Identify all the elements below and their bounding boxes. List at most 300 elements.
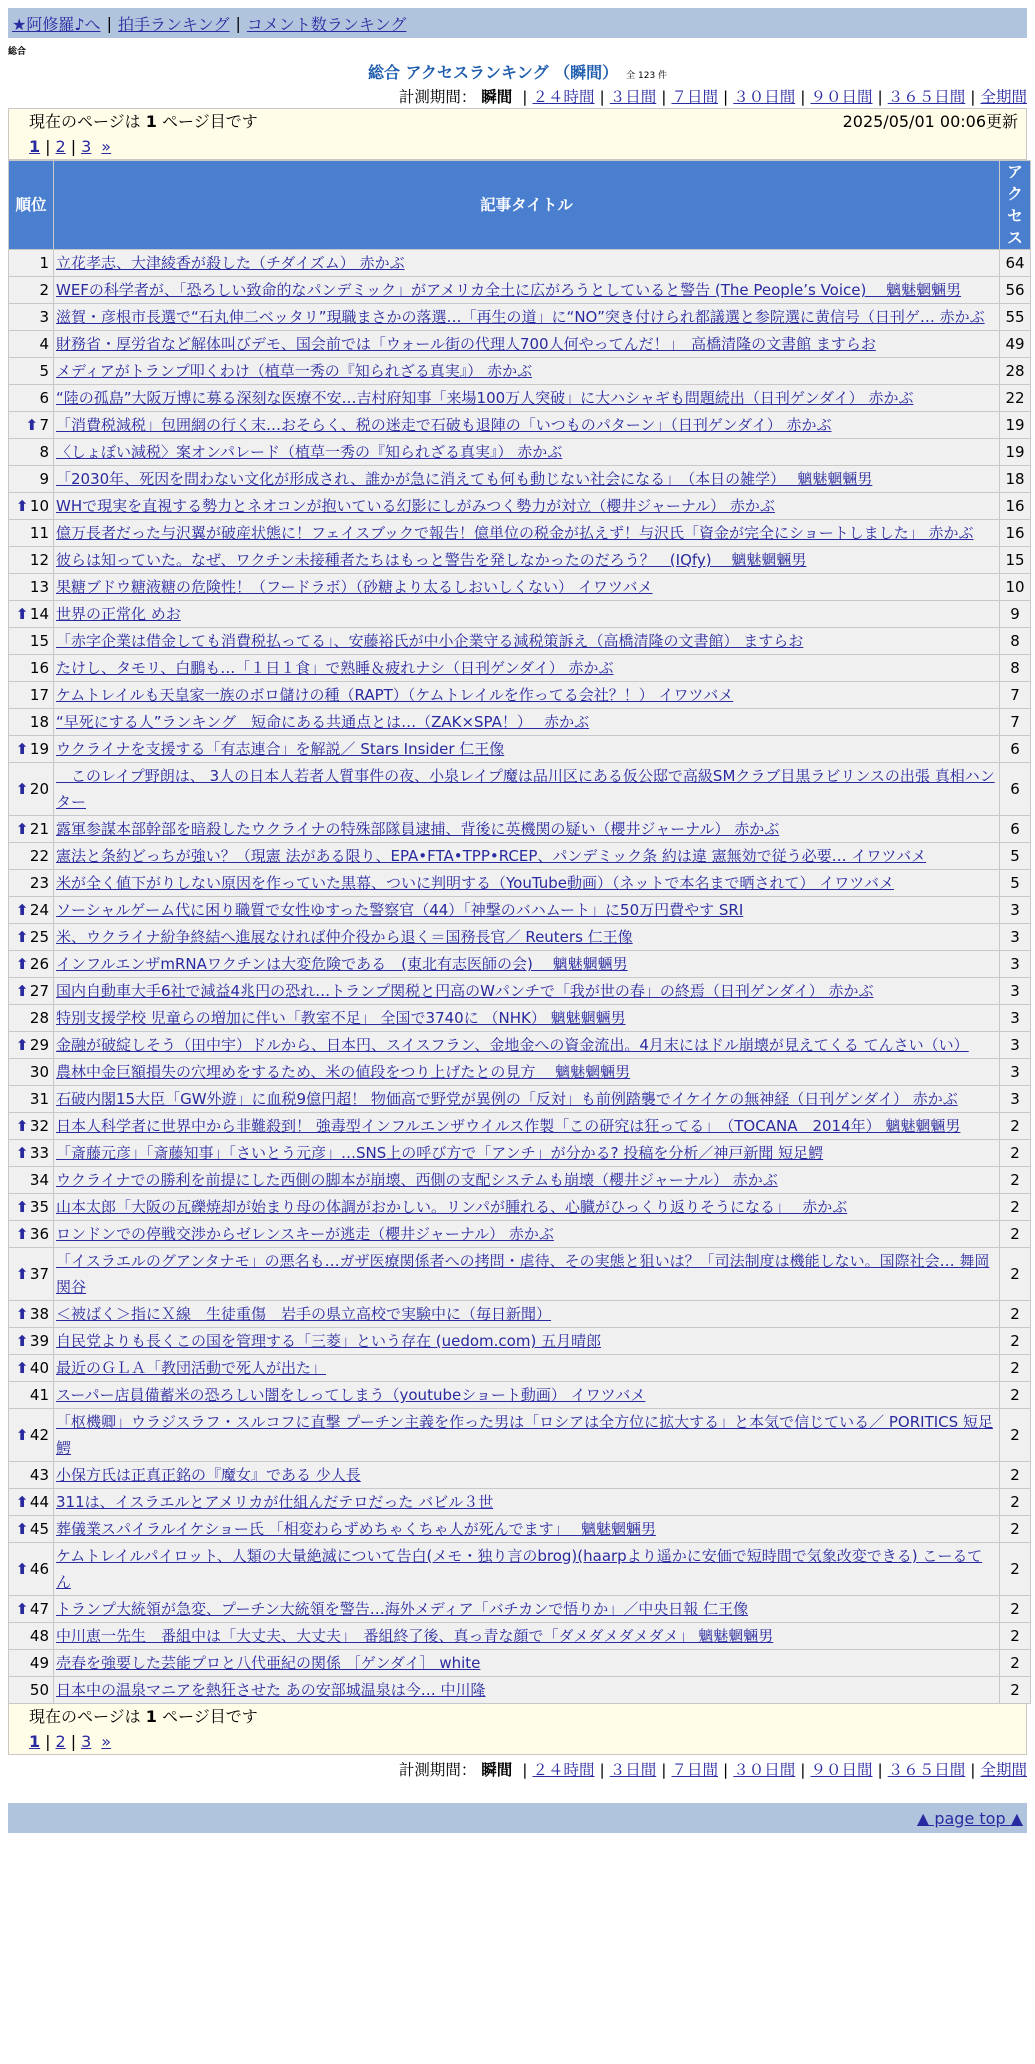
table-row: [9, 1543, 1030, 1595]
article-link[interactable]: WEFの科学者が、「恐ろしい致命的なパンデミック」がアメリカ全土に広がろうとしていると警告 (The People’s Voice) 魑魅魍魎男: [56, 281, 962, 299]
period-link[interactable]: ３日間: [609, 1761, 657, 1779]
article-link[interactable]: 立花孝志、大津綾香が殺した（チダイズム） 赤かぶ: [56, 254, 405, 272]
arrow-up-icon: ⬆: [15, 928, 29, 946]
article-link[interactable]: 売春を強要した芸能プロと八代亜紀の関係 ［ゲンダイ］ white: [56, 1654, 481, 1672]
rank-cell: [9, 843, 53, 869]
access-count: 3: [1000, 924, 1030, 950]
access-count: 2: [1000, 1221, 1030, 1247]
title-cell: [54, 1248, 999, 1300]
table-row: [9, 763, 1030, 815]
table-row: [9, 1650, 1030, 1676]
table-row: [9, 978, 1030, 1004]
rank-number: 36: [29, 1225, 49, 1243]
access-count: 16: [1000, 520, 1030, 546]
rank-number: 38: [29, 1305, 49, 1323]
table-row: [9, 924, 1030, 950]
rank-cell: [9, 1650, 53, 1676]
period-link[interactable]: ３６５日間: [887, 1761, 966, 1779]
period-separator: |: [522, 1761, 528, 1779]
rank-cell: [9, 709, 53, 735]
rank-number: 22: [29, 847, 49, 865]
rank-cell: [9, 1328, 53, 1354]
title-cell: [54, 304, 999, 330]
page-info-bottom: [8, 1704, 1027, 1755]
period-label: 計測期間：: [398, 88, 477, 106]
article-link[interactable]: 国内自動車大手6社で減益4兆円の恐れ…トランプ関税と円高のWパンチで「我が世の春」の終焉（日刊ゲンダイ） 赤かぶ: [56, 982, 874, 1000]
rank-cell: [9, 628, 53, 654]
title-cell: [54, 412, 999, 438]
period-separator: |: [723, 1761, 729, 1779]
rank-cell: [9, 1167, 53, 1193]
arrow-up-icon: ⬆: [15, 1359, 29, 1377]
home-link[interactable]: ★阿修羅♪へ: [12, 14, 101, 34]
access-count: 2: [1000, 1489, 1030, 1515]
title-cell: [54, 1355, 999, 1381]
pager-separator: |: [70, 137, 77, 156]
table-row: [9, 439, 1030, 465]
title-cell: [54, 682, 999, 708]
category-label: 総合: [8, 47, 27, 57]
rank-number: 17: [29, 686, 49, 704]
article-link[interactable]: 憲法と条約どっちが強い？（現憲 法がある限り、EPA•FTA•TPP•RCEP、パンデミック条 約は違 憲無効で従う必要… イワツバメ: [56, 847, 927, 865]
article-link[interactable]: ロンドンでの停戦交渉からゼレンスキーが逃走（櫻井ジャーナル） 赤かぶ: [56, 1225, 554, 1243]
rank-cell: [9, 385, 53, 411]
comment-ranking-link[interactable]: コメント数ランキング: [246, 14, 407, 34]
arrow-up-icon: ⬆: [15, 1493, 29, 1511]
pager-separator: |: [45, 137, 51, 156]
rank-number: 1: [39, 254, 49, 272]
article-link[interactable]: “早死にする人”ランキング 短命にある共通点とは…（ZAK×SPA！） 赤かぶ: [56, 713, 590, 731]
arrow-up-icon: ⬆: [15, 1426, 29, 1444]
page-link[interactable]: 2: [55, 1732, 66, 1751]
article-link[interactable]: インフルエンザmRNAワクチンは大変危険である (東北有志医師の会) 魑魅魍魎男: [56, 955, 628, 973]
title-cell: [54, 1005, 999, 1031]
rank-cell: [9, 951, 53, 977]
table-row: [9, 897, 1030, 923]
period-link[interactable]: 全期間: [980, 1761, 1027, 1779]
article-link[interactable]: スーパー店員備蓄米の恐ろしい闇をしってしまう（youtubeショート動画） イワツバメ: [56, 1386, 646, 1404]
article-link[interactable]: ウクライナを支援する「有志連合」を解説／ Stars Insider 仁王像: [56, 740, 505, 758]
table-row: [9, 870, 1030, 896]
arrow-up-icon: ⬆: [15, 1265, 29, 1283]
table-row: [9, 1086, 1030, 1112]
access-count: 22: [1000, 385, 1030, 411]
article-link[interactable]: 特別支援学校 児童らの増加に伴い「教室不足」 全国で3740に （NHK） 魑魅魍魎男: [56, 1009, 626, 1027]
current-page-text: 現在のページは 1 ページ目です: [29, 1707, 258, 1726]
pager-separator: |: [45, 1732, 51, 1751]
page-link[interactable]: 2: [55, 137, 66, 156]
rank-cell: [9, 1489, 53, 1515]
article-link[interactable]: 金融が破綻しそう（田中宇）ドルから、日本円、スイスフラン、金地金への資金流出。4月末にはドル崩壊が見えてくる てんさい（い）: [56, 1036, 969, 1054]
header-access: アクセス: [1000, 161, 1030, 249]
period-separator: |: [522, 88, 528, 106]
arrow-up-icon: ⬆: [15, 1117, 29, 1135]
access-count: 2: [1000, 1328, 1030, 1354]
arrow-up-icon: ⬆: [15, 901, 29, 919]
period-link[interactable]: ２４時間: [532, 1761, 595, 1779]
rank-cell: [9, 277, 53, 303]
article-link[interactable]: 「枢機卿」ウラジスラフ・スルコフに直撃 プーチン主義を作った男は「ロシアは全方位に拡大する」と本気で信じている／ PORITICS 短足鰐: [56, 1413, 993, 1457]
table-row: [9, 1382, 1030, 1408]
table-row: [9, 466, 1030, 492]
access-count: 8: [1000, 628, 1030, 654]
title-cell: [54, 574, 999, 600]
rank-cell: [9, 1005, 53, 1031]
header-title: 記事タイトル: [54, 161, 999, 249]
rank-number: 2: [39, 281, 49, 299]
page-top-link[interactable]: ▲ page top ▲: [916, 1808, 1023, 1828]
rank-number: 4: [39, 335, 49, 353]
article-link[interactable]: 財務省・厚労省など解体叫びデモ、国会前では「ウォール街の代理人700人何やってんだ！」 高橋清隆の文書館 ますらお: [56, 335, 876, 353]
table-row: [9, 1596, 1030, 1622]
article-link[interactable]: 滋賀・彦根市長選で“石丸伸二ベッタリ”現職まさかの落選…「再生の道」に“NO”突き付けられ都議選と参院選に黄信号（日刊ゲ… 赤かぶ: [56, 308, 985, 326]
rank-number: 8: [39, 443, 49, 461]
rank-cell: [9, 331, 53, 357]
article-link[interactable]: 中川恵一先生 番組中は「大丈夫、大丈夫」 番組終了後、真っ青な顔で「ダメダメダメダメ」 魑魅魍魎男: [56, 1627, 774, 1645]
article-link[interactable]: 日本人科学者に世界中から非難殺到！ 強毒型インフルエンザウイルス作製「この研究は狂ってる」 （TOCANA 2014年） 魑魅魍魎男: [56, 1117, 961, 1135]
article-link[interactable]: 自民党よりも長くこの国を管理する「三菱」という存在 (uedom.com) 五月晴郎: [56, 1332, 602, 1350]
rank-cell: [9, 1516, 53, 1542]
access-count: 2: [1000, 1650, 1030, 1676]
article-link[interactable]: 「イスラエルのグアンタナモ」の悪名も…ガザ医療関係者への拷問・虐待、その実態と狙いは？「司法制度は機能しない。国際社会… 舞岡関谷: [56, 1252, 990, 1296]
table-row: [9, 304, 1030, 330]
rank-cell: [9, 1059, 53, 1085]
title-cell: [54, 1650, 999, 1676]
rank-number: 16: [29, 659, 49, 677]
rank-number: 34: [29, 1171, 49, 1189]
access-count: 7: [1000, 709, 1030, 735]
access-count: 10: [1000, 574, 1030, 600]
rank-cell: [9, 574, 53, 600]
rank-number: 43: [29, 1466, 49, 1484]
next-page-link[interactable]: »: [101, 137, 112, 156]
article-link[interactable]: WHで現実を直視する勢力とネオコンが抱いている幻影にしがみつく勢力が対立（櫻井ジャーナル） 赤かぶ: [56, 497, 775, 515]
rank-cell: [9, 547, 53, 573]
rank-number: 25: [29, 928, 49, 946]
title-cell: [54, 816, 999, 842]
title-cell: [54, 843, 999, 869]
title-cell: [54, 520, 999, 546]
rank-cell: [9, 978, 53, 1004]
title-cell: [54, 1032, 999, 1058]
rank-number: 31: [29, 1090, 49, 1108]
table-row: [9, 358, 1030, 384]
rank-cell: [9, 520, 53, 546]
article-link[interactable]: 農林中金巨額損失の穴埋めをするため、米の値段をつり上げたとの見方 魑魅魍魎男: [56, 1063, 631, 1081]
page-info-top: [8, 108, 1027, 160]
article-link[interactable]: 「2030年、死因を問わない文化が形成され、誰かが急に消えても何も動じない社会になる」 （本日の雑学） 魑魅魍魎男: [56, 470, 873, 488]
article-link[interactable]: 石破内閣15大臣「GW外遊」に血税9億円超！ 物価高で野党が異例の「反対」も前例踏襲でイケイケの無神経（日刊ゲンダイ） 赤かぶ: [56, 1090, 958, 1108]
rank-cell: [9, 466, 53, 492]
table-row: [9, 1301, 1030, 1327]
rank-cell: [9, 763, 53, 815]
rank-cell: [9, 493, 53, 519]
rank-number: 37: [29, 1265, 49, 1283]
rank-cell: [9, 1194, 53, 1220]
article-link[interactable]: ケムトレイルパイロット、人類の大量絶滅について告白(メモ・独り言のbrog)(haarpより遥かに安価で短時間で気象改変できる) こーるてん: [56, 1547, 983, 1591]
article-link[interactable]: ウクライナでの勝利を前提にした西側の脚本が崩壊、西側の支配システムも崩壊（櫻井ジャーナル） 赤かぶ: [56, 1171, 778, 1189]
rank-number: 23: [29, 874, 49, 892]
title-cell: [54, 1462, 999, 1488]
title-cell: [54, 951, 999, 977]
article-link[interactable]: 米が全く値下がりしない原因を作っていた黒幕、ついに判明する（YouTube動画）（ネットで本名まで晒されて） イワツバメ: [56, 874, 894, 892]
rank-number: 12: [29, 551, 49, 569]
access-count: 2: [1000, 1382, 1030, 1408]
table-row: [9, 1409, 1030, 1461]
article-link[interactable]: 山本太郎「大阪の瓦礫焼却が始まり母の体調がおかしい。リンパが腫れる、心臓がひっくり返りそうになる」 赤かぶ: [56, 1198, 848, 1216]
article-link[interactable]: “陸の孤島”大阪万博に募る深刻な医療不安…吉村府知事「来場100万人突破」に大ハシャギも問題続出（日刊ゲンダイ） 赤かぶ: [56, 389, 914, 407]
table-header-row: [9, 161, 1030, 249]
article-link[interactable]: 彼らは知っていた。なぜ、ワクチン未接種者たちはもっと警告を発しなかったのだろう？ (IQfy) 魑魅魍魎男: [56, 551, 807, 569]
rank-number: 42: [29, 1426, 49, 1444]
table-row: [9, 1677, 1030, 1703]
rank-cell: [9, 439, 53, 465]
rank-cell: [9, 1301, 53, 1327]
rank-number: 39: [29, 1332, 49, 1350]
period-separator: |: [970, 88, 976, 106]
pager-separator: |: [70, 1732, 77, 1751]
rank-number: 29: [29, 1036, 49, 1054]
rank-cell: [9, 1113, 53, 1139]
rank-number: 44: [29, 1493, 49, 1511]
table-row: [9, 628, 1030, 654]
table-row: [9, 574, 1030, 600]
page-link[interactable]: 1: [29, 1732, 41, 1751]
period-separator: |: [800, 1761, 806, 1779]
period-separator: |: [599, 88, 605, 106]
period-link[interactable]: ２４時間: [532, 88, 595, 106]
rank-cell: [9, 358, 53, 384]
table-row: [9, 736, 1030, 762]
table-row: [9, 1032, 1030, 1058]
rank-number: 7: [39, 416, 49, 434]
title-cell: [54, 1677, 999, 1703]
period-link[interactable]: ９０日間: [810, 88, 873, 106]
article-link[interactable]: ケムトレイルも天皇家一族のボロ儲けの種（RAPT）（ケムトレイルを作ってる会社？！） イワツバメ: [56, 686, 734, 704]
period-link[interactable]: ３０日間: [733, 1761, 796, 1779]
rank-number: 20: [29, 780, 49, 798]
page-link[interactable]: 3: [81, 1732, 92, 1751]
period-separator: |: [723, 88, 729, 106]
rank-cell: [9, 924, 53, 950]
access-count: 19: [1000, 412, 1030, 438]
article-link[interactable]: 米、ウクライナ紛争終結へ進展なければ仲介役から退く＝国務長官／ Reuters 仁王像: [56, 928, 633, 946]
article-link[interactable]: 「消費税減税」包囲網の行く末…おそらく、税の迷走で石破も退陣の「いつものパターン」（日刊ゲンダイ） 赤かぶ: [56, 416, 832, 434]
rank-number: 14: [29, 605, 49, 623]
access-count: 15: [1000, 547, 1030, 573]
title-cell: [54, 1382, 999, 1408]
article-link[interactable]: 果糖ブドウ糖液糖の危険性！（フードラボ）（砂糖より太るしおいしくない） イワツバメ: [56, 578, 653, 596]
rank-number: 33: [29, 1144, 49, 1162]
article-link[interactable]: 〈しょぼい減税〉案オンパレード（植草一秀の『知られざる真実』） 赤かぶ: [56, 443, 563, 461]
article-link[interactable]: メディアがトランプ叩くわけ（植草一秀の『知られざる真実』） 赤かぶ: [56, 362, 533, 380]
article-link[interactable]: このレイプ野朗は、 3人の日本人若者人質事件の夜、小泉レイプ魔は品川区にある仮公邸で高級SMクラブ目黒ラビリンスの出張 真相ハンター: [56, 767, 995, 811]
rank-cell: [9, 870, 53, 896]
title-cell: [54, 709, 999, 735]
rank-number: 11: [29, 524, 49, 542]
table-row: [9, 951, 1030, 977]
table-row: [9, 520, 1030, 546]
rank-cell: [9, 1355, 53, 1381]
rank-number: 26: [29, 955, 49, 973]
article-link[interactable]: たけし、タモリ、白鵬も…「１日１食」で熟睡＆疲れナシ（日刊ゲンダイ） 赤かぶ: [56, 659, 614, 677]
rank-cell: [9, 1623, 53, 1649]
title-cell: [54, 1409, 999, 1461]
page-title: [8, 62, 1027, 84]
arrow-up-icon: ⬆: [15, 1305, 29, 1323]
access-count: 2: [1000, 1167, 1030, 1193]
period-link[interactable]: ３６５日間: [887, 88, 966, 106]
period-selector-top: [8, 86, 1027, 108]
rank-number: 10: [29, 497, 49, 515]
arrow-up-icon: ⬆: [15, 1520, 29, 1538]
title-cell: [54, 1301, 999, 1327]
page: [8, 8, 1027, 1833]
table-row: [9, 1221, 1030, 1247]
arrow-up-icon: ⬆: [15, 1560, 29, 1578]
period-link[interactable]: 全期間: [980, 88, 1027, 106]
table-row: [9, 547, 1030, 573]
nav-separator: |: [106, 13, 112, 33]
title-cell: [54, 870, 999, 896]
period-link[interactable]: ３日間: [609, 88, 657, 106]
updated-timestamp: 2025/05/01 00:06更新: [842, 112, 1018, 131]
page-link[interactable]: 1: [29, 137, 41, 156]
access-count: 5: [1000, 870, 1030, 896]
access-count: 8: [1000, 655, 1030, 681]
access-count: 2: [1000, 1355, 1030, 1381]
article-link[interactable]: ソーシャルゲーム代に困り職質で女性ゆすった警察官（44）「神撃のバハムート」に50万円費やす SRI: [56, 901, 744, 919]
article-link[interactable]: 億万長者だった与沢翼が破産状態に！フェイスブックで報告！億単位の税金が払えず！与沢氏「資金が完全にショートしました」 赤かぶ: [56, 524, 974, 542]
period-link[interactable]: ９０日間: [810, 1761, 873, 1779]
period-separator: |: [661, 1761, 667, 1779]
table-row: [9, 412, 1030, 438]
article-link[interactable]: 最近のＧＬＡ「教団活動で死人が出た」: [56, 1359, 327, 1377]
title-cell: [54, 897, 999, 923]
access-count: 6: [1000, 816, 1030, 842]
title-cell: [54, 924, 999, 950]
access-count: 9: [1000, 601, 1030, 627]
rank-cell: [9, 1596, 53, 1622]
access-count: 3: [1000, 1032, 1030, 1058]
rank-cell: [9, 1248, 53, 1300]
table-row: [9, 1140, 1030, 1166]
ranking-body: [9, 250, 1030, 1703]
period-separator: |: [970, 1761, 976, 1779]
arrow-up-icon: ⬆: [15, 780, 29, 798]
period-current: 瞬間: [481, 88, 513, 106]
rank-cell: [9, 412, 53, 438]
title-cell: [54, 385, 999, 411]
table-row: [9, 709, 1030, 735]
article-link[interactable]: 311は、イスラエルとアメリカが仕組んだテロだった バビル３世: [56, 1493, 494, 1511]
ranking-title: 総合 アクセスランキング （瞬間）: [367, 63, 619, 82]
article-link[interactable]: 「斎藤元彦」「斎藤知事」「さいとう元彦」…SNS上の呼び方で「アンチ」が分かる? 投稿を分析／神戸新聞 短足鰐: [56, 1144, 824, 1162]
rank-cell: [9, 601, 53, 627]
period-link[interactable]: ７日間: [671, 1761, 718, 1779]
title-cell: [54, 1596, 999, 1622]
table-row: [9, 1167, 1030, 1193]
access-count: 3: [1000, 978, 1030, 1004]
rank-cell: [9, 682, 53, 708]
rank-number: 46: [29, 1560, 49, 1578]
period-link[interactable]: ７日間: [671, 88, 718, 106]
access-count: 2: [1000, 1623, 1030, 1649]
applause-ranking-link[interactable]: 拍手ランキング: [117, 14, 230, 34]
title-cell: [54, 655, 999, 681]
rank-number: 9: [39, 470, 49, 488]
access-count: 2: [1000, 1677, 1030, 1703]
period-separator: |: [661, 88, 667, 106]
table-row: [9, 1059, 1030, 1085]
article-link[interactable]: 葬儀業スパイラルイケショー氏 「相変わらずめちゃくちゃ人が死んでます」 魑魅魍魎男: [56, 1520, 656, 1538]
rank-cell: [9, 1221, 53, 1247]
rank-number: 21: [29, 820, 49, 838]
top-nav: [8, 8, 1027, 38]
access-count: 6: [1000, 763, 1030, 815]
period-separator: |: [877, 88, 883, 106]
title-cell: [54, 1194, 999, 1220]
arrow-up-icon: ⬆: [15, 955, 29, 973]
rank-number: 50: [29, 1681, 49, 1699]
rank-number: 35: [29, 1198, 49, 1216]
period-link[interactable]: ３０日間: [733, 88, 796, 106]
rank-cell: [9, 816, 53, 842]
article-link[interactable]: 日本中の温泉マニアを熱狂させた あの安部城温泉は今… 中川隆: [56, 1681, 486, 1699]
article-link[interactable]: 小保方氏は正真正銘の『魔女』である 少人長: [56, 1466, 361, 1484]
article-link[interactable]: ＜被ばく＞指にＸ線 生徒重傷 岩手の県立高校で実験中に（毎日新聞）: [56, 1305, 552, 1323]
title-cell: [54, 466, 999, 492]
article-link[interactable]: トランプ大統領が急変、プーチン大統領を警告…海外メディア「バチカンで悟りか」／中央日報 仁王像: [56, 1600, 749, 1618]
title-cell: [54, 493, 999, 519]
access-count: 2: [1000, 1194, 1030, 1220]
page-link[interactable]: 3: [81, 137, 92, 156]
access-count: 7: [1000, 682, 1030, 708]
nav-separator: |: [235, 13, 241, 33]
rank-number: 45: [29, 1520, 49, 1538]
pagination: [29, 134, 1018, 159]
title-cell: [54, 358, 999, 384]
table-row: [9, 1005, 1030, 1031]
period-separator: |: [800, 88, 806, 106]
table-row: [9, 1194, 1030, 1220]
pagination: [29, 1729, 1018, 1754]
rank-number: 49: [29, 1654, 49, 1672]
table-row: [9, 682, 1030, 708]
current-page-text: 現在のページは 1 ページ目です: [29, 112, 258, 131]
title-cell: [54, 601, 999, 627]
access-count: 18: [1000, 466, 1030, 492]
title-cell: [54, 978, 999, 1004]
table-row: [9, 1248, 1030, 1300]
rank-cell: [9, 1462, 53, 1488]
rank-number: 3: [39, 308, 49, 326]
next-page-link[interactable]: »: [101, 1732, 112, 1751]
table-row: [9, 277, 1030, 303]
arrow-up-icon: ⬆: [15, 1225, 29, 1243]
access-count: 2: [1000, 1596, 1030, 1622]
article-link[interactable]: 「赤字企業は借金しても消費税払ってる」、安藤裕氏が中小企業守る減税策訴え（高橋清隆の文書館） ますらお: [56, 632, 804, 650]
table-row: [9, 493, 1030, 519]
article-link[interactable]: 露軍参謀本部幹部を暗殺したウクライナの特殊部隊員逮捕、背後に英機関の疑い（櫻井ジャーナル） 赤かぶ: [56, 820, 780, 838]
article-link[interactable]: 世界の正常化 めお: [56, 605, 181, 623]
title-cell: [54, 277, 999, 303]
table-row: [9, 250, 1030, 276]
title-cell: [54, 1221, 999, 1247]
table-row: [9, 655, 1030, 681]
title-cell: [54, 1059, 999, 1085]
period-current: 瞬間: [481, 1761, 513, 1779]
